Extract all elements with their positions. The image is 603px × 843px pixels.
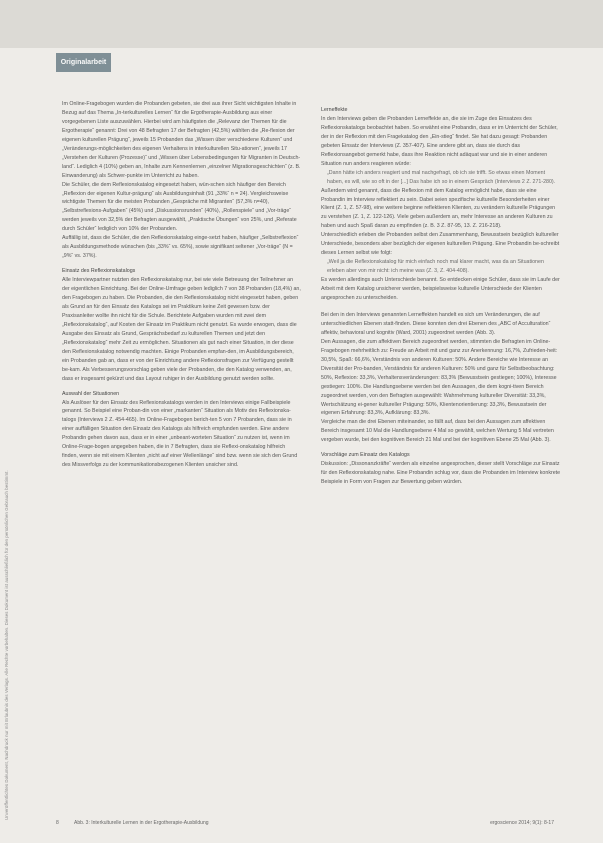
body-paragraph: Als Auslöser für den Einsatz des Reflexionskatalogs werden in den Interviews einige Fallbeispiele genannt. So Beispiel eine Proban-din von einer „markanten“ Situation als Motiv des Reflexionska-talogs (Interviews 2 Z. 454-465). Im Online-Fragebogen berich-ten 5 von 7 Probanden, dass sie in einer auffälligen Situation den Einsatz des Katalogs als hilfreich empfunden werden. Eine andere Probandin gehen davon aus, dass er in einer „unbeant-worteten Situation“ zu nutzen ist, wenn im Online-Frage-bogen angegeben haben, die in 7 Befragten, dass sie Reflexi-onskatalog hilfreich finden, wenn sie mit einem Klienten „nicht auf einer Wellenlänge“ sind bzw. wenn sie sich den Grund des Missverfolgs zu der kommunikationsbezogenen Klienten unsicher sind. bbox=[62, 399, 298, 469]
copyright-side-note: Unveröffentlichtes Dokument, Nachdruck nur mit Erlaubnis des Verlags. Alle Rechte vorbehalten. Dieses Dokument ist ausschließlich für den persönlichen Gebrauch bestimmt. bbox=[4, 470, 9, 820]
body-paragraph: Den Aussagen, die zum affektiven Bereich zugeordnet werden, stimmten die Befragten im Online-Fragebogen mehrheitlich zu: Freude an Arbeit mit und ganz zur Anerkennung: 16,7%, Zufrieden-heit: 30,5%, Spaß: 66,6%, Verständnis von anderen Kulturen: 50%. Andere Bereiche wie Interesse an Diversität der Pro-banden, Verständnis für anderen Kulturen: 50% und ganz für Selbstbeobachtung: 50%, Reflexion: 33,3%, Verhaltensveränderungen: 83,3% (Bewusstsein gestiegen; 100%), Interesse gestiegen: 100%. Die Handlungsebene werden bei den Aussagen, die dem kogni-tiven Bereich zugeordnet werden, von den Befragten ausgewählt: Wahrnehmung kultureller Diversität: 33,3%, Wertschätzung ei-gener kultureller Prägung: 50%, Klientenorientierung: 33,3%, Bewusstsein der eigenen Erfahrung: 83,3%, Aufklärung: 83,3%. bbox=[321, 338, 558, 417]
body-paragraph: Außerdem wird genannt, dass die Reflexion mit dem Katalog ermöglicht habe, dass sie eine Probandin im Interview reflektiert zu sein. Dabei seien spezifische kulturelle Besonderheiten einer Klient (Z. 1, Z. 57-98), eine weitere beginne reflektieren Klienten, zu verändern kulturelle Prägungen zu verstehen (Z. 1, Z. 122-126). Viele geben außerdem an, mehr Interesse an anderen Kulturen zu haben und auch Spaß daran zu empfinden (z. B. 3 Z. 87-95, 13. Z. 216-218). bbox=[321, 187, 556, 230]
paragraph-spacer bbox=[321, 303, 561, 311]
section-heading: Einsatz des Reflexionskatalogs bbox=[62, 268, 136, 275]
top-margin-band bbox=[0, 0, 603, 48]
right-column bbox=[321, 100, 561, 487]
body-paragraph: Im Online-Fragebogen wurden die Probanden gebeten, sie drei aus ihrer Sicht wichtigsten Inhalte in Bezug auf das Thema „In-terkulturelles Lernen“ für die Ergotherapie-Ausbildung aus einer vorgegebenen Liste auszuwählen. Hierbei wird am häufigsten die „Relevanz der Themen für die Ergotherapie“ genannt: Drei von 48 Befragten 17 der Befragten (42,5%) wählten die „Re-flexion der eigenen kulturellen Prägung“, jeweils 15 Probanden das „Wissen über verschiedene Kulturen“ und „Veränderungs-möglichkeiten des eigenen Verhaltens in interkulturellen Situ-ationen“, jeweils 17 „Verstehen der Kulturen (Prozesse)“ und „Wissen über Lebensbedingungen für Migranten in Deutsch-land“. Lediglich 4 (10%) geben an, Inhalte zum Kennenlernen „einzelner Migrationsgeschichten“ (z. B. Einwanderung) als Schwer-punkte im Unterricht zu haben. bbox=[62, 101, 301, 179]
body-paragraph: Es werden allerdings auch Unterschiede benannt. So entdecken einige Schüler, dass sie im Laufe der Arbeit mit dem Katalog unsicherer werden, beispielsweise kulturelle Unterschiede der Klienten angesprochen zu unterscheiden. bbox=[321, 277, 560, 302]
body-paragraph: Bei den in den Interviews genannten Lerneffekten handelt es sich um Veränderungen, die auf unterschiedlichen Ebenen statt-finden. Diese konnten den drei Ebenen des „ABC of Acculturation“ affektiv, behavioral und kognitiv (Ward, 2001) zugeordnet werden (Abb. 3). bbox=[321, 311, 551, 336]
page-number: 8 bbox=[56, 820, 59, 826]
body-paragraph: Auffällig ist, dass die Schüler, die den Reflexionskatalog einge-setzt haben, häufiger „Selbstreflexion“ als Ausbildungsmethode wünschen (bis „33%“ vs. 65%), sowie signifikant seltener „Vor-träge“ (N = „9%“ vs. 37%). bbox=[62, 235, 299, 260]
quote-paragraph: „Weil ja die Reflexionskatalog für mich einfach noch mal klarer macht, was da an Situationen erleben aber von mir nicht: ich meine was (Z. 3, Z. 404-408). bbox=[327, 259, 544, 275]
quote-paragraph: „Dann hätte ich anders reagiert und mal nachgefragt, ob ich sie trifft. So etwas einen Moment haben, es will, wie so oft in der [...] Das habe ich so in einem Gespräch (Interviews 2 Z. 271-280). bbox=[327, 169, 556, 185]
section-heading: Lerneffekte bbox=[321, 107, 348, 113]
section-heading: Auswahl der Situationen bbox=[62, 390, 120, 397]
footer-journal-citation: ergoscience 2014; 9(1): 8-17 bbox=[490, 820, 554, 826]
body-paragraph: Diskussion: „Dissonanzkräfte“ werden als einzelne angesprochen, dieser stellt Vorschläge zur Einsatz für den Reflexionskatalog nahe. Eine Probandin schlug vor, dass die Probanden im Interview konkrete Beispiele in Form von Fragen zur Bewertung geben würden. bbox=[321, 461, 561, 486]
body-paragraph: In den Interviews geben die Probanden Lerneffekte an, die sie im Zuge des Einsatzes des Reflexionskatalogs beobachtet haben. So erwähnt eine Probandin, dass er im Unterricht der Schüler, der in der Reflexion mit den Fragekatalog den „Ein-stieg“ findet. Sie hat dazu gesagt: Probanden gebeten Einsatz der Interviews (Z. 357-407). Eine andere gibt an, dass sie durch das Reflexionsangebot gemerkt habe, dass ihre Reaktion nicht adäquat war und sie in einer anderen Situation nun anders reagieren würde: bbox=[321, 115, 558, 167]
body-paragraph: Unterschiedlich erleben die Probanden selbst den Zusammenhang, Bewusstsein bezüglich kultureller Unterschiede, besonders aber bezüglich der eigenen kulturellen Prägung. Eine Probandin be-schreibt dieses Lernen selbst wie folgt: bbox=[321, 232, 560, 257]
body-paragraph: Vergleiche man die drei Ebenen miteinander, so fällt auf, dass bei den Aussagen zum affektiven Bereich insgesamt 10 Mal die Handlungsebene 4 Mal so gewählt, welchen Wertung 5 Mal vertreten vergeben wurde, bei den kognitiven Bereich 21 Mal und bei der kognitiven Ebene 25 Mal (Abb. 3). bbox=[321, 419, 554, 444]
section-tab: Originalarbeit bbox=[56, 53, 111, 72]
section-heading: Vorschläge zum Einsatz des Katalogs bbox=[321, 452, 410, 459]
left-column bbox=[62, 100, 302, 470]
footer-article-title: Abb. 3: Interkulturelle Lernen in der Ergotherapie-Ausbildung bbox=[74, 820, 209, 826]
body-paragraph: Die Schüler, die dem Reflexionskatalog eingesetzt haben, wün-schen sich häufiger den Bereich „Reflexion der eigenen Kultur-prägung“ als Ausbildungsinhalt (91 „33%“ n = 24). Vergleichsweise wichtigste Themen für die meisten Probanden „Gespräche mit Migranten“ (57,3% n=40), „Selbstreflexions-Aufgaben“ (45%) und „Diskussionsrunden“ (40%), „Rollenspiele“ und „Vor-träge“ werden jeweils von 32,5% der Befragten ausgewählt, „Praktische Übungen“ von 25%, und „Referate durch Schüler“ lediglich von 10% der Probanden. bbox=[62, 181, 297, 233]
body-paragraph: Alle Interviewpartner nutzten den Reflexionskatalog nur, bei wie viele Betreuung der Teilnehmer an der eigentlichen Einrichtung. Bei der Online-Umfrage geben lediglich 7 von 38 Probanden (18,4%) an, den Fragebogen zu haben. Die Probanden, die den Reflexionskatalog nicht eingesetzt haben, geben als Grund an für den Einsatz des Katalogs sei im Praktikum keine Zeit gewesen bzw. der Praxisanleiter wollte ihn nicht für die Schule. Berichtete Aufgaben wurden mit zwei dem „Reflexionskatalog“, auf Kosten der Einsatz im Praktikum nicht genutzt. Es wurde erwogen, dass die Ausgabe des Einsatz als Grund, Gesprächsbedarf zu kulturellen Themen und jetzt den „Reflexionskatalog“ mehr Zeit zu ermöglichen. Situationen als gut nach einer Situation, in der diese den Reflexionskatalog notwendig machten. Einige Probanden empfan-den, im Ausbildungsbereich, ein Probanden gab an, dass er von der Einrichtung andere Reflexionsfragen zur Verfügung gestellt be-kam. Als Verbesserungsvorschlag geben viele der Probanden, die den Katalog verwenden, an, dass er insgesamt gekürzt und das Layout ruhiger in der Ausbildung genutzt werden sollte. bbox=[62, 277, 301, 382]
